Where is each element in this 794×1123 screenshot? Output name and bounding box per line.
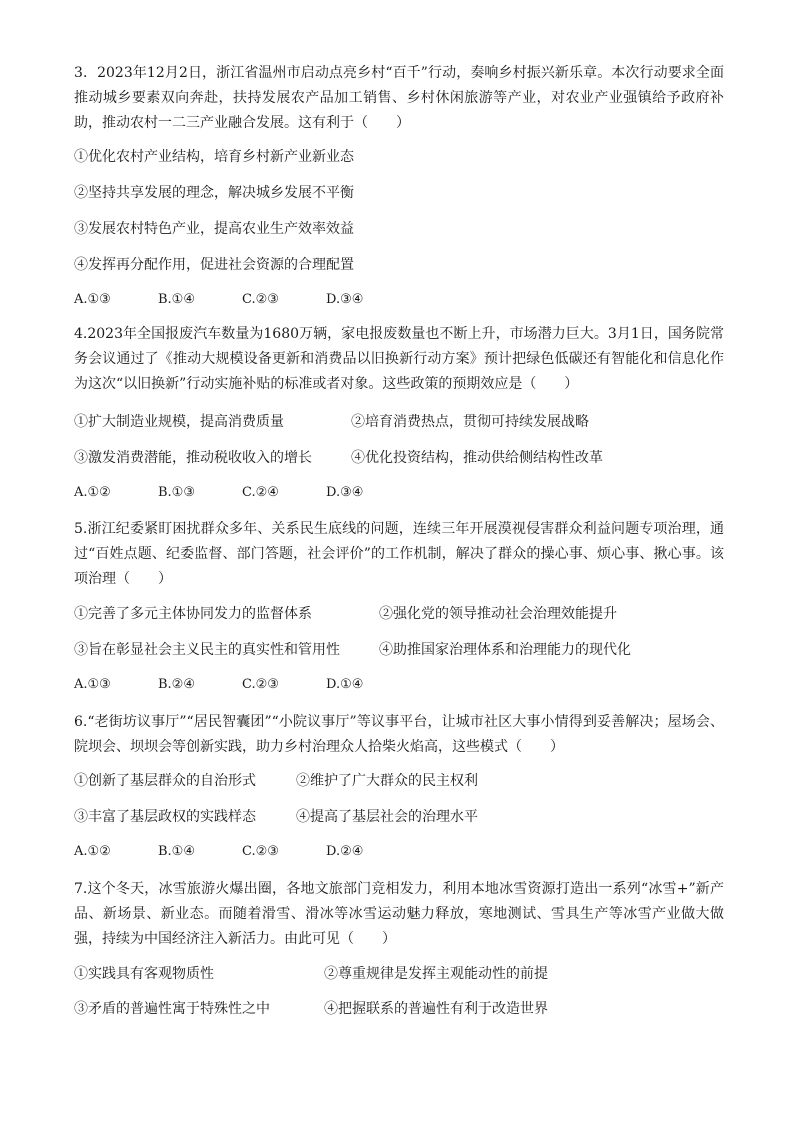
question-5-option-1: ①完善了多元主体协同发力的监督体系	[74, 606, 312, 622]
answer-choice: D.③④	[326, 485, 364, 500]
question-3-option-1: ①优化农村产业结构，培育乡村新产业新业态	[74, 149, 354, 165]
question-4-option-3: ③激发消费潜能，推动税收收入的增长	[74, 450, 312, 466]
question-6-option-3: ③丰富了基层政权的实践样态	[74, 809, 256, 825]
question-6	[74, 710, 724, 760]
question-6-option-2: ②维护了广大群众的民主权利	[296, 773, 478, 789]
question-3-option-3: ③发展农村特色产业，提高农业生产效率效益	[74, 221, 354, 237]
question-4-answers	[74, 483, 410, 503]
question-4-option-2: ②培育消费热点，贯彻可持续发展战略	[351, 414, 589, 430]
question-6-stem: 6.“老街坊议事厅”“居民智囊团”“小院议事厅”等议事平台，让城市社区大事小情得到妥善解决；屋场会、院坝会、坝坝会等创新实践，助力乡村治理众人拾柴火焰高，这些模式（ ）	[74, 714, 724, 755]
question-7-option-4: ④把握联系的普遍性有利于改造世界	[324, 1001, 548, 1017]
question-5-answers	[74, 675, 410, 695]
question-7-stem: 7.这个冬天，冰雪旅游火爆出圈，各地文旅部门竞相发力，利用本地冰雪资源打造出一系列“冰雪+”新产品、新场景、新业态。而随着滑雪、滑冰等冰雪运动魅力释放，寒地测试、雪具生产等冰雪产业做大做强，持续为中国经济注入新活力。由此可见（ ）	[74, 881, 724, 947]
answer-choice: B.①④	[158, 844, 195, 859]
question-3-option-2: ②坚持共享发展的理念，解决城乡发展不平衡	[74, 185, 354, 201]
answer-choice: A.①②	[74, 485, 111, 500]
question-3-stem: 3．2023年12月2日，浙江省温州市启动点亮乡村“百千”行动，奏响乡村振兴新乐章。本次行动要求全面推动城乡要素双向奔赴，扶持发展农产品加工销售、乡村休闲旅游等产业，对农业产业强镇给予政府补助，推动农村一二三产业融合发展。这有利于（ ）	[74, 65, 724, 131]
question-4-option-1: ①扩大制造业规模，提高消费质量	[74, 414, 284, 430]
answer-choice: B.②④	[158, 677, 195, 692]
question-6-answers	[74, 842, 410, 862]
answer-choice: B.①③	[158, 485, 195, 500]
question-4-option-4: ④优化投资结构，推动供给侧结构性改革	[351, 450, 603, 466]
question-5-stem: 5.浙江纪委紧盯困扰群众多年、关系民生底线的问题，连续三年开展漠视侵害群众利益问题专项治理，通过“百姓点题、纪委监督、部门答题，社会评价”的工作机制，解决了群众的操心事、烦心事、揪心事。该项治理（ ）	[74, 521, 724, 587]
question-3-answers	[74, 290, 410, 310]
answer-choice: D.①④	[326, 677, 364, 692]
answer-choice: A.①③	[74, 292, 111, 307]
question-7-option-2: ②尊重规律是发挥主观能动性的前提	[324, 966, 548, 982]
question-6-option-4: ④提高了基层社会的治理水平	[296, 809, 478, 825]
answer-choice: D.②④	[326, 844, 364, 859]
question-4	[74, 322, 724, 397]
answer-choice: C.②④	[242, 485, 279, 500]
answer-choice: D.③④	[326, 292, 364, 307]
answer-choice: B.①④	[158, 292, 195, 307]
answer-choice: C.②③	[242, 844, 279, 859]
question-5-option-3: ③旨在彰显社会主义民主的真实性和管用性	[74, 642, 340, 658]
question-5-option-2: ②强化党的领导推动社会治理效能提升	[379, 606, 617, 622]
answer-choice: A.①②	[74, 844, 111, 859]
question-5	[74, 517, 724, 592]
question-7-option-3: ③矛盾的普遍性寓于特殊性之中	[74, 1001, 270, 1017]
question-3-option-4: ④发挥再分配作用，促进社会资源的合理配置	[74, 257, 354, 273]
question-3	[74, 61, 724, 136]
question-5-option-4: ④助推国家治理体系和治理能力的现代化	[379, 642, 631, 658]
question-4-stem: 4.2023年全国报废汽车数量为1680万辆，家电报废数量也不断上升，市场潜力巨大。3月1日，国务院常务会议通过了《推动大规模设备更新和消费品以旧换新行动方案》预计把绿色低碳还有智能化和信息化作为这次“以旧换新”行动实施补贴的标准或者对象。这些政策的预期效应是（ ）	[74, 326, 724, 392]
question-7	[74, 877, 724, 952]
answer-choice: A.①③	[74, 677, 111, 692]
question-7-option-1: ①实践具有客观物质性	[74, 966, 214, 982]
answer-choice: C.②③	[242, 292, 279, 307]
answer-choice: C.②③	[242, 677, 279, 692]
question-6-option-1: ①创新了基层群众的自治形式	[74, 773, 256, 789]
